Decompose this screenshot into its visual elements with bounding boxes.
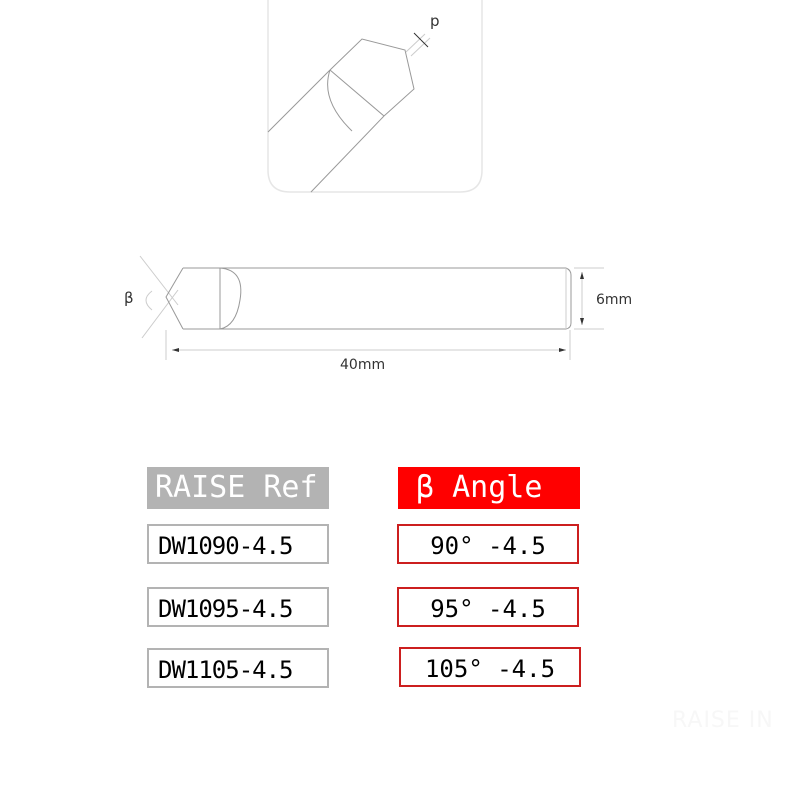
label-p: p <box>430 12 440 30</box>
angle-cell-2: 95° -4.5 <box>397 587 579 627</box>
header-raise-ref: RAISE Ref <box>147 467 329 509</box>
angle-cell-1: 90° -4.5 <box>397 524 579 564</box>
detail-view <box>268 0 482 192</box>
ref-cell-3: DW1105-4.5 <box>147 648 329 688</box>
ref-cell-2: DW1095-4.5 <box>147 587 329 627</box>
header-beta-angle: β Angle <box>398 467 580 509</box>
label-diameter: 6mm <box>596 292 633 308</box>
label-length: 40mm <box>340 357 386 373</box>
label-beta: β <box>124 289 134 307</box>
side-view <box>140 256 604 360</box>
ref-cell-1: DW1090-4.5 <box>147 524 329 564</box>
watermark: RAISE IN <box>672 708 774 733</box>
angle-cell-3: 105° -4.5 <box>399 647 581 687</box>
